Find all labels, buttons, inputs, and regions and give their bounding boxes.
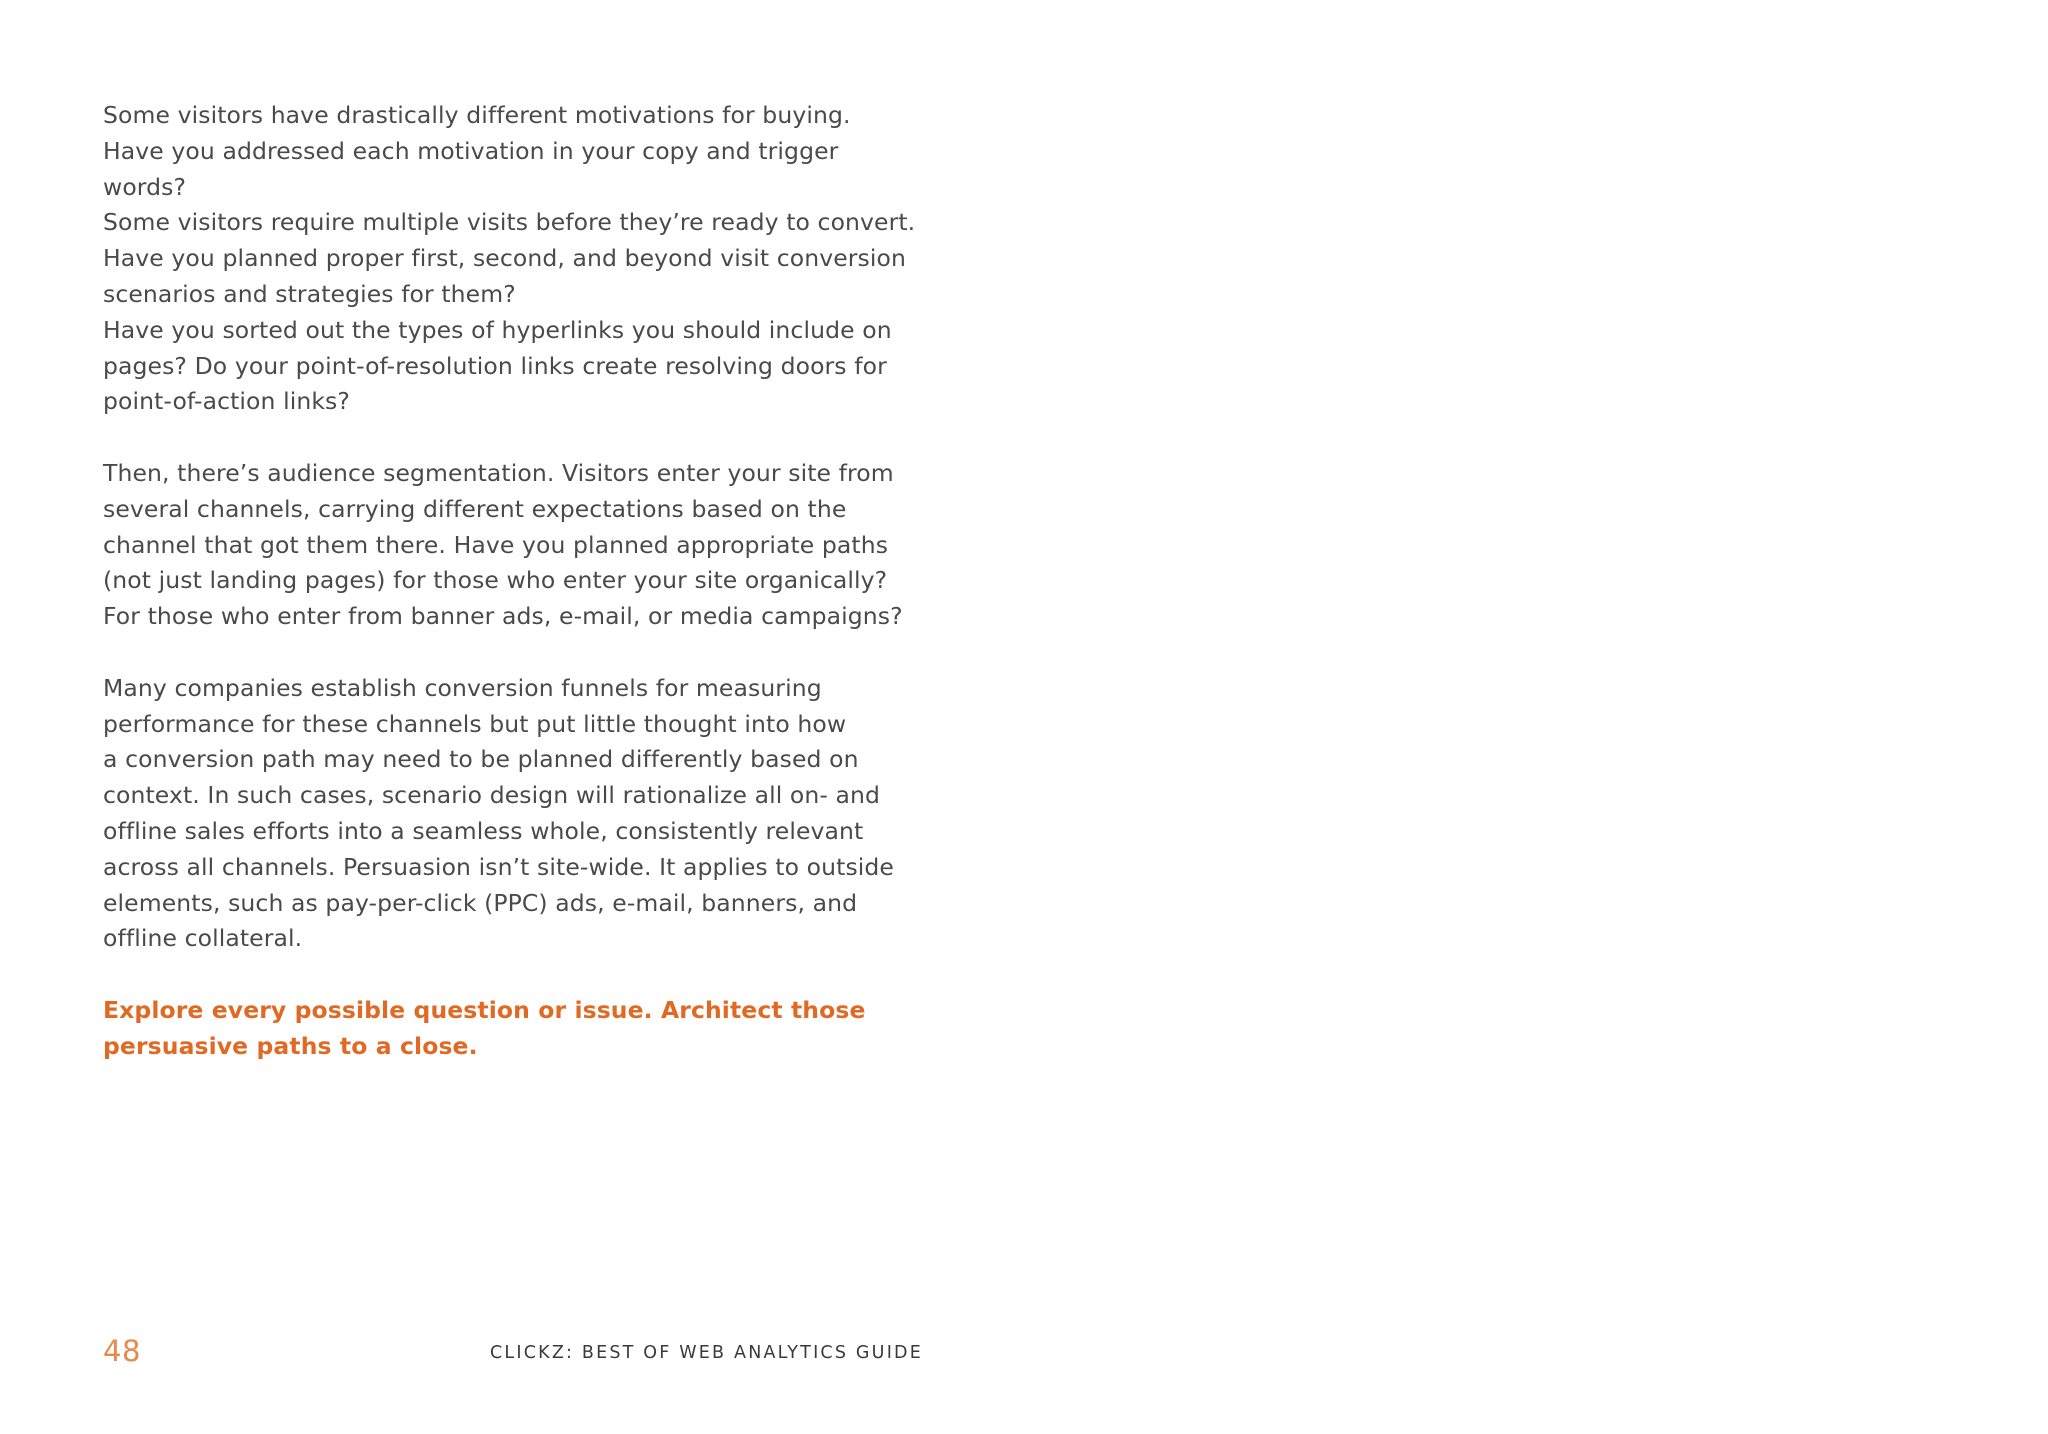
text-line: offline collateral. [103, 924, 303, 953]
text-line: Have you sorted out the types of hyperlinks you should include on [103, 315, 892, 344]
text-line: Have you addressed each motivation in your copy and trigger [103, 136, 839, 165]
text-line: Then, there’s audience segmentation. Visitors enter your site from [103, 458, 894, 487]
text-line: pages? Do your point-of-resolution links create resolving doors for [103, 351, 887, 380]
text-line: point-of-action links? [103, 387, 350, 416]
text-line: For those who enter from banner ads, e-mail, or media campaigns? [103, 602, 903, 631]
text-line: channel that got them there. Have you planned appropriate paths [103, 530, 889, 559]
paragraph-motivations [103, 98, 923, 420]
text-line: elements, such as pay-per-click (PPC) ads, e-mail, banners, and [103, 888, 858, 917]
text-line: a conversion path may need to be planned differently based on [103, 745, 859, 774]
callout-line: Explore every possible question or issue. Architect those [103, 995, 866, 1024]
paragraph-conversion-funnels [103, 671, 923, 957]
text-line: Many companies establish conversion funnels for measuring [103, 673, 822, 702]
text-line: scenarios and strategies for them? [103, 279, 516, 308]
text-line: context. In such cases, scenario design will rationalize all on- and [103, 781, 881, 810]
text-line: Have you planned proper first, second, and beyond visit conversion [103, 244, 906, 273]
paragraph-audience-segmentation [103, 456, 923, 635]
text-line: performance for these channels but put little thought into how [103, 709, 847, 738]
paragraph-spacer [103, 957, 923, 993]
paragraph-spacer [103, 420, 923, 456]
text-line: words? [103, 172, 187, 201]
running-footer-title: CLICKZ: BEST OF WEB ANALYTICS GUIDE [490, 1343, 923, 1363]
page-number: 48 [103, 1334, 141, 1368]
text-line: several channels, carrying different expectations based on the [103, 494, 847, 523]
text-line: Some visitors have drastically different motivations for buying. [103, 101, 851, 129]
text-line: (not just landing pages) for those who enter your site organically? [103, 566, 888, 595]
callout-line: persuasive paths to a close. [103, 1031, 478, 1060]
callout-highlight [103, 993, 923, 1065]
text-line: Some visitors require multiple visits before they’re ready to convert. [103, 208, 916, 237]
text-line: offline sales efforts into a seamless whole, consistently relevant [103, 816, 864, 845]
paragraph-spacer [103, 635, 923, 671]
text-line: across all channels. Persuasion isn’t site-wide. It applies to outside [103, 852, 894, 881]
article-body [103, 98, 923, 1065]
